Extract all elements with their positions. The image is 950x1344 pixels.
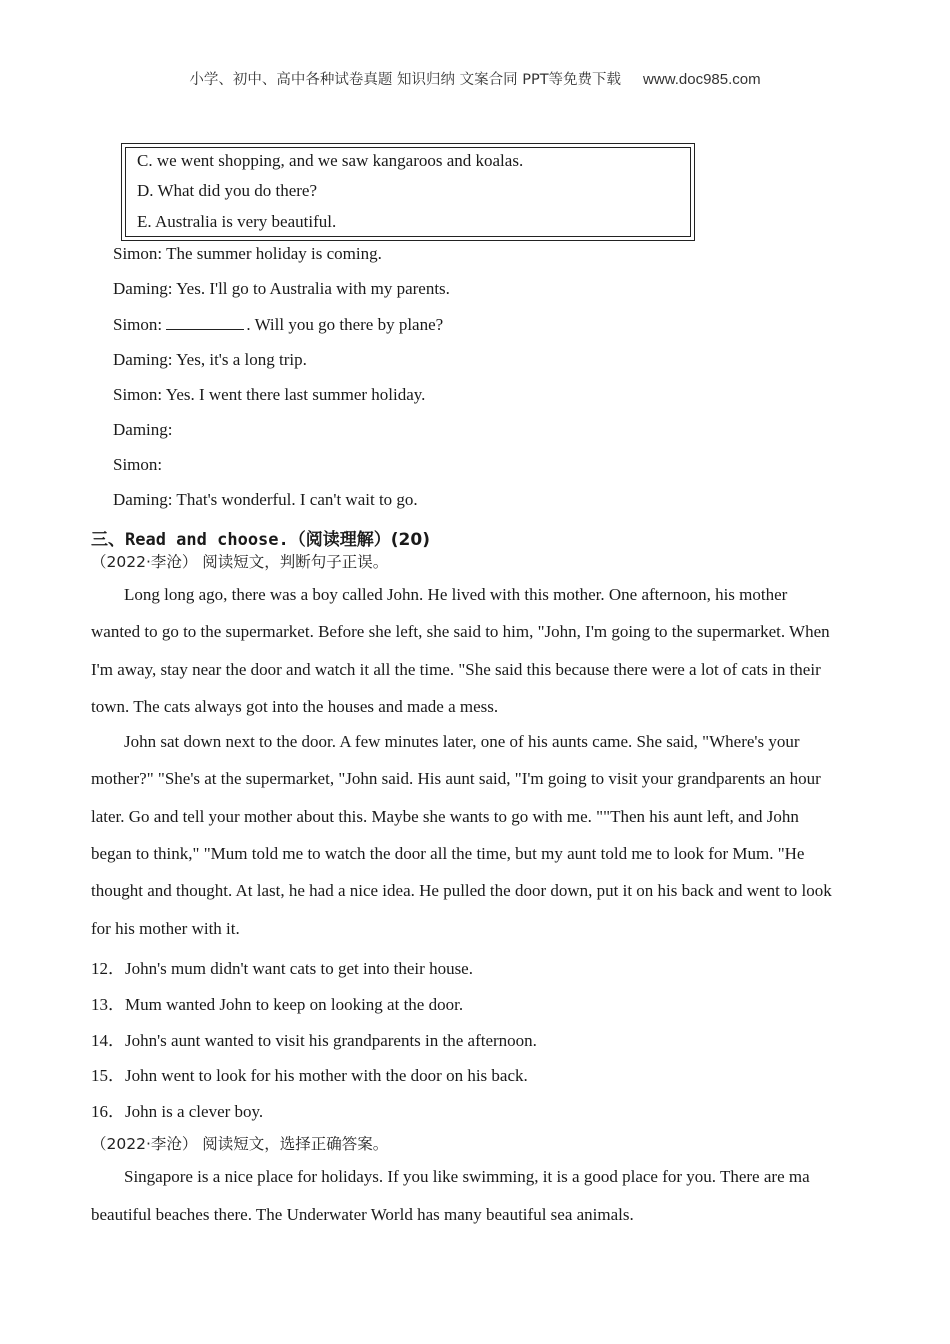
passage1-p1-line2: wanted to go to the supermarket. Before she left, she said to him, "John, I'm going to the supermarket. When: [91, 622, 830, 641]
page-header: [0, 68, 950, 89]
passage1-p2-line5: thought and thought. At last, he had a nice idea. He pulled the door down, put it on his back and went to look: [91, 881, 832, 900]
header-site: www.doc985.com: [643, 71, 761, 88]
dialogue-line-6: Daming:: [113, 420, 173, 439]
passage1-p2-line3: later. Go and tell your mother about this. Maybe she wants to go with me. ""Then his aunt left, and John: [91, 807, 799, 826]
question-12: 12．John's mum didn't want cats to get into their house.: [91, 959, 473, 978]
option-d: D. What did you do there?: [137, 181, 318, 200]
section-title-cn: （阅读理解）(20): [288, 530, 430, 550]
dialogue-line-4: Daming: Yes, it's a long trip.: [113, 350, 307, 369]
dialogue-line-1: Simon: The summer holiday is coming.: [113, 244, 382, 263]
dialogue-line-8: Daming: That's wonderful. I can't wait to go.: [113, 490, 418, 509]
question-13: 13．Mum wanted John to keep on looking at the door.: [91, 995, 464, 1014]
question-15: 15．John went to look for his mother with the door on his back.: [91, 1066, 528, 1085]
passage1-p2-line4: began to think," "Mum told me to watch the door all the time, but my aunt told me to look for Mum. "He: [91, 844, 805, 863]
section-heading: [91, 525, 430, 550]
options-box-inner: [125, 147, 691, 237]
question-14: 14．John's aunt wanted to visit his grandparents in the afternoon.: [91, 1031, 537, 1050]
header-text: 小学、初中、高中各种试卷真题 知识归纳 文案合同 PPT等免费下载: [189, 72, 622, 88]
question-16: 16．John is a clever boy.: [91, 1102, 264, 1121]
passage1-p1-line1: Long long ago, there was a boy called John. He lived with this mother. One afternoon, his mother: [124, 585, 788, 604]
section-number: 三、: [91, 530, 125, 550]
options-box: [121, 143, 695, 241]
answer-blank[interactable]: [166, 314, 244, 330]
option-c: C. we went shopping, and we saw kangaroos and koalas.: [137, 151, 524, 170]
passage2-source: （2022·李沧） 阅读短文，选择正确答案。: [91, 1135, 389, 1153]
passage2-line2: beautiful beaches there. The Underwater World has many beautiful sea animals.: [91, 1205, 634, 1224]
passage1-p1-line4: town. The cats always got into the houses and made a mess.: [91, 697, 499, 716]
dialogue-line-3-suffix: . Will you go there by plane?: [246, 315, 444, 334]
passage1-p2-line2: mother?" "She's at the supermarket, "John said. His aunt said, "I'm going to visit your grandparents an hour: [91, 769, 821, 788]
dialogue-line-2: Daming: Yes. I'll go to Australia with my parents.: [113, 279, 450, 298]
dialogue-line-3: [113, 314, 443, 335]
section-title-en: Read and choose.: [125, 530, 289, 550]
dialogue-line-5: Simon: Yes. I went there last summer holiday.: [113, 385, 426, 404]
dialogue-line-3-prefix: Simon:: [113, 315, 167, 334]
passage1-p1-line3: I'm away, stay near the door and watch it all the time. "She said this because there were a lot of cats in their: [91, 660, 821, 679]
passage1-p2-line1: John sat down next to the door. A few minutes later, one of his aunts came. She said, "Where's your: [124, 732, 800, 751]
passage1-source: （2022·李沧） 阅读短文，判断句子正误。: [91, 553, 389, 571]
dialogue-line-7: Simon:: [113, 455, 163, 474]
passage2-line1: Singapore is a nice place for holidays. If you like swimming, it is a good place for you. There are ma: [124, 1167, 810, 1186]
passage1-p2-line6: for his mother with it.: [91, 919, 240, 938]
option-e: E. Australia is very beautiful.: [137, 212, 337, 231]
